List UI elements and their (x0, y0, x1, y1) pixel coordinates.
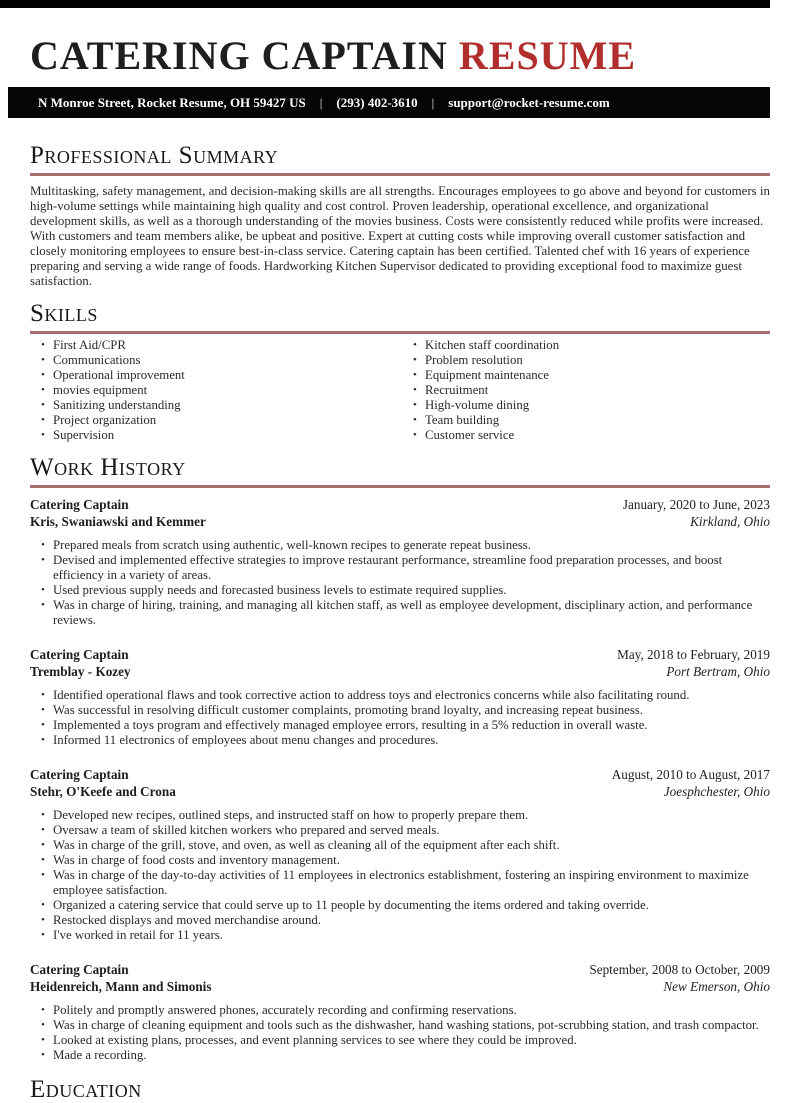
skill-item: • Recruitment (413, 383, 489, 397)
skill-item: • movies equipment (41, 383, 148, 397)
job-bullet: • Developed new recipes, outlined steps, and instructed staff on how to properly prepare them. (41, 808, 529, 822)
job-bullet: • Was in charge of the day-to-day activities of 11 employees in electronics establishment, fostering an inspiring environment to maximize employee satisfaction. (41, 868, 749, 897)
professional-summary-text: Multitasking, safety management, and decision-making skills are all strengths. Encourages employees to go above and beyond for customers in high-volume settings while maintaining high quality and cost control. Proven leadership, operational excellence, and organizational development skills, as well as a thorough understanding of the movies business. Costs were consistently reduced while profits were increased. With customers and team members alike, be upbeat and positive. Expert at cutting costs while improving overall customer satisfaction and closely monitoring employees to ensure best-in-class service. Catering captain has been certified. Talented chef with 16 years of experience preparing and serving a wide range of foods. Hardworking Kitchen Supervisor dedicated to providing exceptional food to maximize guest satisfaction. (30, 184, 770, 288)
job-bullet: • Was in charge of hiring, training, and managing all kitchen staff, as well as employee development, disciplinary action, and performance reviews. (41, 598, 753, 627)
bullet-icon: • (41, 899, 45, 911)
skill-item: • Supervision (41, 428, 115, 442)
bullet-icon: • (41, 354, 45, 366)
bullet-icon: • (413, 354, 417, 366)
job-bullet: • Organized a catering service that could serve up to 11 people by documenting the items ordered and taking override. (41, 898, 649, 912)
job-bullet: • Politely and promptly answered phones, accurately recording and confirming reservations. (41, 1003, 517, 1017)
skill-item: • Kitchen staff coordination (413, 338, 560, 352)
job-bullet: • Restocked displays and moved merchandise around. (41, 913, 321, 927)
top-accent-bar (0, 0, 770, 8)
skills-list-right (402, 338, 770, 443)
contact-address: N Monroe Street, Rocket Resume, OH 59427 US (38, 94, 306, 110)
bullet-icon: • (41, 929, 45, 941)
job-location: Kirkland, Ohio (690, 514, 770, 529)
page-title-main: CATERING CAPTAIN (30, 33, 448, 78)
bullet-icon: • (41, 599, 45, 611)
skills-list-left (30, 338, 402, 443)
job-dates: May, 2018 to February, 2019 (617, 647, 770, 662)
bullet-icon: • (413, 369, 417, 381)
page-title-accent: RESUME (458, 33, 637, 78)
bullet-icon: • (413, 414, 417, 426)
bullet-icon: • (41, 704, 45, 716)
job-bullet: • Looked at existing plans, processes, and event planning services to see where they could be improved. (41, 1033, 577, 1047)
contact-phone: (293) 402-3610 (336, 94, 418, 110)
bullet-icon: • (41, 854, 45, 866)
job-bullet: • Was in charge of food costs and inventory management. (41, 853, 340, 867)
job-bullet: • Oversaw a team of skilled kitchen workers who prepared and served meals. (41, 823, 440, 837)
bullet-icon: • (41, 914, 45, 926)
section-rule (30, 173, 770, 176)
bullet-icon: • (413, 399, 417, 411)
bullet-icon: • (41, 824, 45, 836)
job-bullet-list (30, 538, 770, 628)
skill-item: • Problem resolution (413, 353, 523, 367)
job-bullet: • Was successful in resolving difficult customer complaints, promoting brand loyalty, and increasing repeat business. (41, 703, 643, 717)
job-bullet: • Made a recording. (41, 1048, 147, 1062)
job-entry (30, 497, 770, 628)
contact-separator: | (319, 94, 323, 110)
bullet-icon: • (41, 719, 45, 731)
bullet-icon: • (41, 869, 45, 881)
bullet-icon: • (413, 429, 417, 441)
bullet-icon: • (41, 1034, 45, 1046)
job-title: Catering Captain (30, 767, 129, 782)
job-bullet: • Devised and implemented effective strategies to improve restaurant performance, streamline food preparation processes, and boost efficiency in a variety of areas. (41, 553, 723, 582)
skill-item: • Project organization (41, 413, 157, 427)
job-title: Catering Captain (30, 647, 129, 662)
job-bullet-list (30, 1003, 770, 1063)
bullet-icon: • (41, 584, 45, 596)
job-title: Catering Captain (30, 497, 129, 512)
job-location: New Emerson, Ohio (663, 979, 770, 994)
section-heading-skills: Skills (30, 300, 98, 327)
bullet-icon: • (413, 384, 417, 396)
job-bullet: • Used previous supply needs and forecasted business levels to estimate required supplies. (41, 583, 507, 597)
job-company: Stehr, O'Keefe and Crona (30, 784, 176, 799)
section-rule (30, 331, 770, 334)
bullet-icon: • (41, 369, 45, 381)
bullet-icon: • (41, 414, 45, 426)
skill-item: • High-volume dining (413, 398, 530, 412)
job-bullet: • I've worked in retail for 11 years. (41, 928, 223, 942)
contact-email: support@rocket-resume.com (448, 94, 610, 110)
bullet-icon: • (41, 1019, 45, 1031)
job-bullet: • Prepared meals from scratch using authentic, well-known recipes to generate repeat business. (41, 538, 531, 552)
skill-item: • First Aid/CPR (41, 338, 126, 352)
bullet-icon: • (41, 839, 45, 851)
bullet-icon: • (41, 809, 45, 821)
section-heading-education: Education (30, 1076, 142, 1103)
job-bullet-list (30, 808, 770, 943)
bullet-icon: • (41, 1004, 45, 1016)
job-bullet: • Was in charge of cleaning equipment and tools such as the dishwasher, hand washing stations, pot-scrubbing station, and trash compactor. (41, 1018, 759, 1032)
page-title (30, 34, 770, 78)
skill-item: • Communications (41, 353, 141, 367)
bullet-icon: • (41, 429, 45, 441)
bullet-icon: • (41, 1049, 45, 1061)
skills-columns (30, 338, 770, 443)
skill-item: • Equipment maintenance (413, 368, 550, 382)
skill-item: • Team building (413, 413, 500, 427)
job-company: Tremblay - Kozey (30, 664, 131, 679)
job-entry (30, 767, 770, 943)
bullet-icon: • (41, 554, 45, 566)
bullet-icon: • (41, 734, 45, 746)
job-dates: September, 2008 to October, 2009 (589, 962, 770, 977)
bullet-icon: • (41, 539, 45, 551)
bullet-icon: • (413, 339, 417, 351)
skill-item: • Sanitizing understanding (41, 398, 181, 412)
contact-bar (8, 87, 770, 118)
job-company: Kris, Swaniawski and Kemmer (30, 514, 206, 529)
job-bullet: • Informed 11 electronics of employees about menu changes and procedures. (41, 733, 439, 747)
bullet-icon: • (41, 399, 45, 411)
job-entry (30, 962, 770, 1063)
section-rule (30, 485, 770, 488)
section-heading-work-history: Work History (30, 454, 186, 481)
job-dates: August, 2010 to August, 2017 (611, 767, 770, 782)
skill-item: • Customer service (413, 428, 515, 442)
bullet-icon: • (41, 384, 45, 396)
job-bullet: • Implemented a toys program and effectively managed employee errors, resulting in a 5% reduction in overall waste. (41, 718, 648, 732)
job-company: Heidenreich, Mann and Simonis (30, 979, 212, 994)
job-bullet: • Was in charge of the grill, stove, and oven, as well as cleaning all of the equipment after each shift. (41, 838, 560, 852)
section-heading-professional-summary: Professional Summary (30, 142, 279, 169)
job-title: Catering Captain (30, 962, 129, 977)
skill-item: • Operational improvement (41, 368, 185, 382)
bullet-icon: • (41, 689, 45, 701)
job-bullet-list (30, 688, 770, 748)
job-bullet: • Identified operational flaws and took corrective action to address toys and electronics concerns while also facilitating round. (41, 688, 690, 702)
job-entry (30, 647, 770, 748)
job-location: Port Bertram, Ohio (666, 664, 770, 679)
contact-separator: | (431, 94, 435, 110)
bullet-icon: • (41, 339, 45, 351)
job-dates: January, 2020 to June, 2023 (622, 497, 770, 512)
job-location: Joesphchester, Ohio (663, 784, 770, 799)
